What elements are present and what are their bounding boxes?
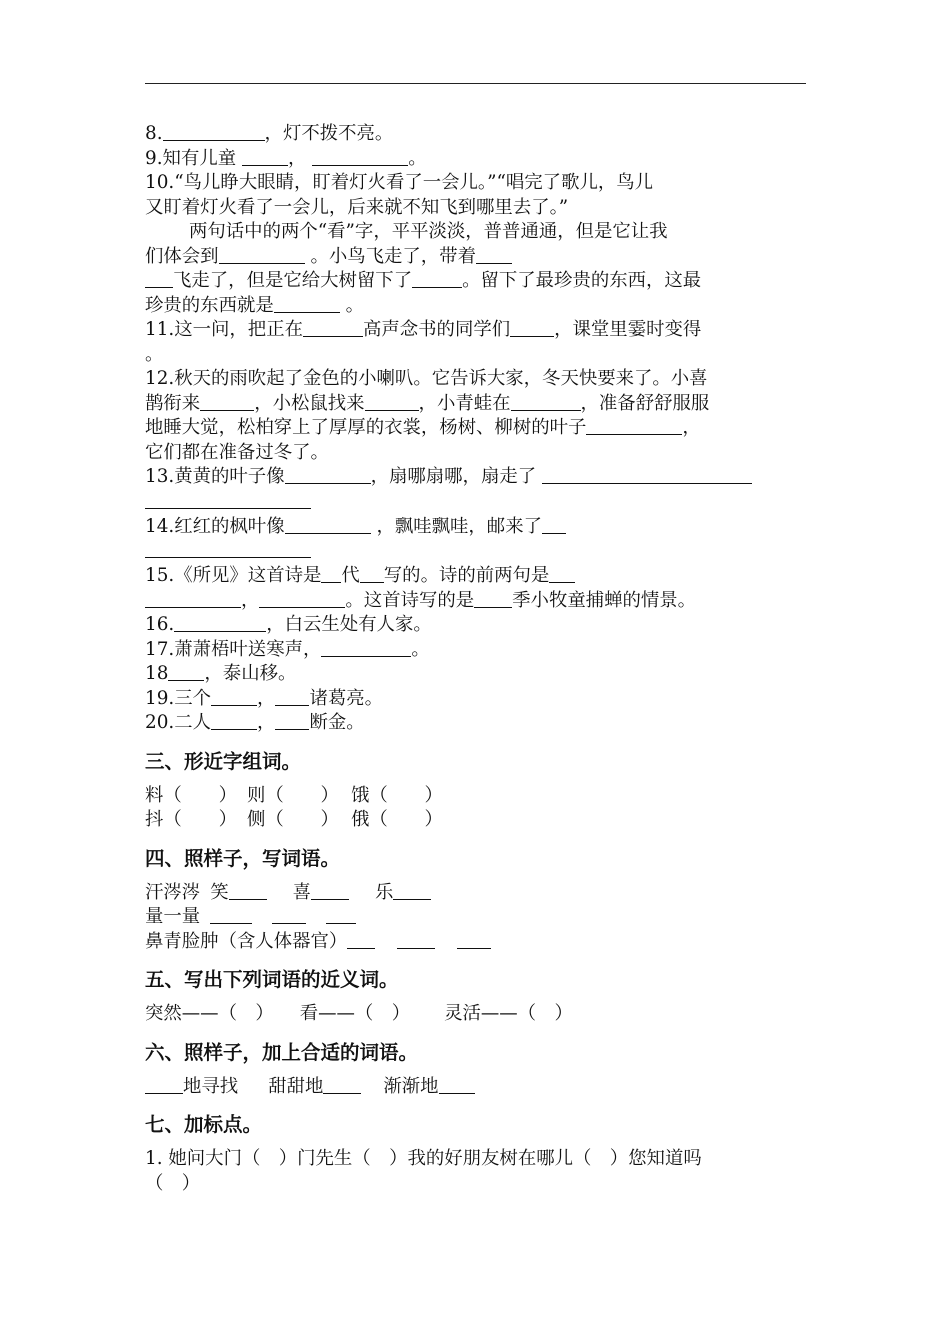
blank[interactable] xyxy=(303,318,363,337)
q13-b: ，扇哪扇哪，扇走了 xyxy=(370,466,537,487)
q10-line6a: 珍贵的东西就是 xyxy=(145,294,274,316)
blank[interactable] xyxy=(219,245,305,264)
q19-text: 19.三个 xyxy=(145,687,212,709)
blank[interactable] xyxy=(321,638,411,657)
blank[interactable] xyxy=(347,930,375,949)
s5-item: 突然——（ ） xyxy=(145,1003,274,1024)
s4-word: 喜 xyxy=(292,881,311,903)
s3-item: 侧（ ） xyxy=(246,809,339,830)
s4-word: 乐 xyxy=(375,881,394,903)
q19-mid: ， xyxy=(257,687,276,709)
q12-line1: 12.秋天的雨吹起了金色的小喇叭。它告诉大家，冬天快要来了。小喜 xyxy=(145,368,708,389)
s5-item: 灵活——（ ） xyxy=(444,1003,573,1024)
q8-num: 8. xyxy=(145,123,163,144)
question-10 xyxy=(145,171,806,318)
blank[interactable] xyxy=(323,1075,361,1094)
q17-end: 。 xyxy=(411,638,430,660)
s7-line1: 1. 她问大门（ ）门先生（ ）我的好朋友树在哪儿（ ）您知道吗 xyxy=(145,1148,702,1169)
blank[interactable] xyxy=(321,564,341,583)
s3-item: 则（ ） xyxy=(246,784,339,806)
s7-line2: （ ） xyxy=(145,1172,201,1194)
question-13 xyxy=(145,465,806,509)
q12-line2a: 鹊衔来 xyxy=(145,392,201,414)
blank[interactable] xyxy=(365,392,419,411)
s3-item: 料（ ） xyxy=(145,784,237,806)
blank[interactable] xyxy=(285,515,371,534)
q10-line2: 又盯着灯火看了一会儿，后来就不知飞到哪里去了。” xyxy=(145,196,569,218)
question-14 xyxy=(145,515,806,559)
question-20 xyxy=(145,711,806,736)
s5-row xyxy=(145,1002,806,1027)
q9-text1: 知有儿童 xyxy=(162,147,237,169)
q20-text: 20.二人 xyxy=(145,712,212,733)
blank[interactable] xyxy=(326,905,356,924)
q12-line4: 它们都在准备过冬了。 xyxy=(145,441,329,463)
section-5-heading: 五、写出下列词语的近义词。 xyxy=(145,968,399,991)
s4-word: 笑 xyxy=(210,881,229,903)
s5-item: 看——（ ） xyxy=(299,1003,411,1024)
q19-end: 诸葛亮。 xyxy=(309,687,384,709)
q11-c: ，课堂里霎时变得 xyxy=(554,319,702,340)
question-11 xyxy=(145,318,806,367)
blank[interactable] xyxy=(272,905,306,924)
s4-row-2 xyxy=(145,905,806,930)
question-16 xyxy=(145,613,806,638)
s4-row-1 xyxy=(145,881,806,906)
q18-num: 18 xyxy=(145,663,169,684)
q15-b: 代 xyxy=(341,565,360,586)
blank[interactable] xyxy=(542,465,752,484)
question-18 xyxy=(145,662,806,687)
blank[interactable] xyxy=(412,269,462,288)
q14-b: ，飘哇飘哇，邮来了 xyxy=(376,515,542,537)
blank[interactable] xyxy=(311,881,349,900)
q12-line3b: ， xyxy=(682,417,701,438)
s4-row-3 xyxy=(145,930,806,955)
s6-item: 甜甜地 xyxy=(268,1075,324,1097)
blank[interactable] xyxy=(168,662,204,681)
blank[interactable] xyxy=(439,1075,475,1094)
blank[interactable] xyxy=(274,294,340,313)
q15-a: 15.《所见》这首诗是 xyxy=(145,565,322,586)
header-rule xyxy=(145,83,806,84)
blank[interactable] xyxy=(511,392,581,411)
q10-line5a: 飞走了，但是它给大树留下了 xyxy=(173,270,413,291)
blank[interactable] xyxy=(145,589,241,608)
section-6-heading: 六、照样子，加上合适的词语。 xyxy=(145,1040,419,1064)
blank[interactable] xyxy=(474,589,512,608)
blank[interactable] xyxy=(242,147,288,166)
question-9 xyxy=(145,147,806,172)
blank[interactable] xyxy=(393,881,431,900)
blank[interactable] xyxy=(229,881,267,900)
s6-item: 渐渐地 xyxy=(383,1075,439,1097)
s3-row-1 xyxy=(145,784,806,809)
blank[interactable] xyxy=(174,613,266,632)
blank[interactable] xyxy=(476,245,512,264)
question-12 xyxy=(145,367,806,465)
blank[interactable] xyxy=(145,539,311,558)
blank[interactable] xyxy=(163,122,265,141)
blank[interactable] xyxy=(586,416,682,435)
s6-row xyxy=(145,1075,806,1100)
s4-example: 鼻青脸肿（含人体器官） xyxy=(145,930,348,952)
q17-text: 17.萧萧梧叶送寒声， xyxy=(145,638,322,660)
q15-e: 。这首诗写的是 xyxy=(345,589,475,611)
q9-text3: 。 xyxy=(408,147,427,169)
q20-end: 断金。 xyxy=(309,712,365,733)
s6-item: 地寻找 xyxy=(183,1075,239,1097)
blank[interactable] xyxy=(360,564,384,583)
q11-a: 11.这一问，把正在 xyxy=(145,319,303,340)
q15-d: ， xyxy=(241,589,260,611)
q16-text: ，白云生处有人家。 xyxy=(266,614,432,635)
worksheet-body xyxy=(145,122,806,1196)
blank[interactable] xyxy=(145,490,311,509)
q11-d: 。 xyxy=(145,343,164,365)
section-7-heading: 七、加标点。 xyxy=(145,1113,263,1136)
s3-item: 饿（ ） xyxy=(350,784,443,806)
blank[interactable] xyxy=(457,930,491,949)
q10-line6b: 。 xyxy=(345,294,365,316)
s4-example: 汗涔涔 xyxy=(145,881,201,903)
q16-num: 16. xyxy=(145,614,175,635)
blank[interactable] xyxy=(200,392,254,411)
s3-row-2 xyxy=(145,808,806,833)
blank[interactable] xyxy=(275,687,309,706)
q8-text: ，灯不拨不亮。 xyxy=(264,123,394,144)
section-3-heading: 三、形近字组词。 xyxy=(145,749,302,773)
q12-line2d: ，准备舒舒服服 xyxy=(580,392,710,414)
q10-line4b: 。小鸟飞走了，带着 xyxy=(310,245,476,267)
q18-text: ，泰山移。 xyxy=(204,663,297,684)
q12-line2b: ，小松鼠找来 xyxy=(254,392,365,414)
blank[interactable] xyxy=(145,269,173,288)
blank[interactable] xyxy=(510,318,554,337)
q9-num: 9. xyxy=(145,147,163,169)
q10-line3: 两句话中的两个“看”字，平平淡淡，普普通通，但是它让我 xyxy=(189,221,668,242)
q14-a: 14.红红的枫叶像 xyxy=(145,515,285,537)
blank[interactable] xyxy=(542,515,566,534)
s4-example: 量一量 xyxy=(145,906,201,927)
blank[interactable] xyxy=(259,589,345,608)
q12-line2c: ，小青蛙在 xyxy=(418,392,511,414)
q12-line3a: 地睡大觉，松柏穿上了厚厚的衣裳，杨树、柳树的叶子 xyxy=(145,417,587,438)
blank[interactable] xyxy=(549,564,575,583)
blank[interactable] xyxy=(312,147,408,166)
q9-text2: ， xyxy=(287,147,307,169)
blank[interactable] xyxy=(285,465,371,484)
s3-item: 抖（ ） xyxy=(145,809,237,830)
blank[interactable] xyxy=(275,711,309,730)
question-19 xyxy=(145,687,806,712)
blank[interactable] xyxy=(210,905,252,924)
question-8 xyxy=(145,122,806,147)
blank[interactable] xyxy=(145,1075,183,1094)
q10-line1: 10.“鸟儿睁大眼睛，盯着灯火看了一会儿。”“唱完了歌儿，鸟儿 xyxy=(145,172,654,193)
s3-item: 俄（ ） xyxy=(350,809,443,830)
blank[interactable] xyxy=(211,711,257,730)
blank[interactable] xyxy=(397,930,435,949)
question-15 xyxy=(145,564,806,613)
q13-a: 13.黄黄的叶子像 xyxy=(145,466,285,487)
q15-c: 写的。诗的前两句是 xyxy=(383,565,550,586)
question-17 xyxy=(145,638,806,663)
q15-f: 季小牧童捕蝉的情景。 xyxy=(512,589,697,611)
q20-mid: ， xyxy=(257,712,276,733)
q11-b: 高声念书的同学们 xyxy=(362,319,511,340)
q10-line4a: 们体会到 xyxy=(145,245,219,267)
blank[interactable] xyxy=(211,687,257,706)
section-4-heading: 四、照样子，写词语。 xyxy=(145,846,341,870)
q10-line5b: 。留下了最珍贵的东西，这最 xyxy=(462,270,702,291)
